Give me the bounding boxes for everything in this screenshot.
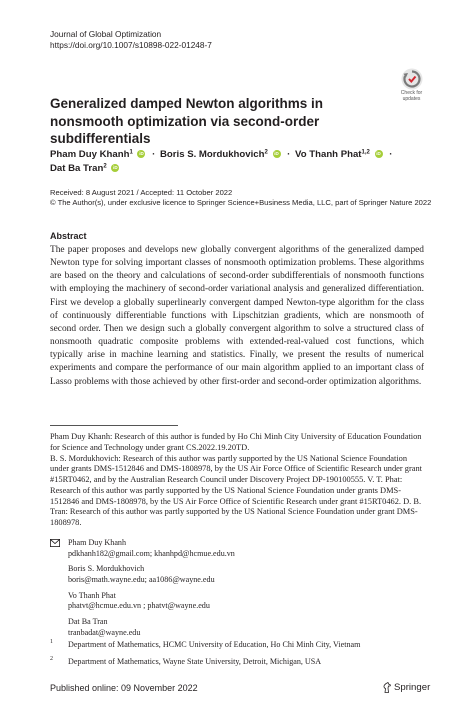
affiliation-item <box>50 640 424 651</box>
author-name[interactable]: Dat Ba Tran <box>50 163 104 174</box>
journal-name: Journal of Global Optimization <box>50 29 162 39</box>
author-name[interactable]: Boris S. Mordukhovich <box>160 149 265 160</box>
footnote-divider <box>50 425 178 426</box>
orcid-icon[interactable]: iD <box>113 165 118 170</box>
affiliation-text: Department of Mathematics, Wayne State University, Detroit, Michigan, USA <box>68 656 322 666</box>
funding-notes <box>50 432 424 529</box>
article-dates <box>50 188 431 209</box>
paper-title: Generalized damped Newton algorithms in nonsmooth optimization via second-order subdifferentials <box>50 96 324 146</box>
author-affil-sup: 1,2 <box>361 149 370 156</box>
badge-line2: updates <box>402 95 421 102</box>
author-separator: · <box>152 149 156 160</box>
journal-header <box>50 29 212 51</box>
contact-entry <box>50 538 424 559</box>
publisher-name: Springer <box>394 682 431 693</box>
author-name[interactable]: Vo Thanh Phat <box>295 149 362 160</box>
author-list <box>50 148 410 176</box>
author-affil-sup: 1 <box>129 149 133 156</box>
affiliation-text: Department of Mathematics, HCMC University of Education, Ho Chi Minh City, Vietnam <box>68 640 361 649</box>
affiliation-number: 2 <box>50 655 53 662</box>
doi-link[interactable]: https://doi.org/10.1007/s10898-022-01248-7 <box>50 40 212 50</box>
received-accepted: Received: 8 August 2021 / Accepted: 11 October 2022 <box>50 188 233 197</box>
author-separator: · <box>287 149 291 160</box>
contact-entry <box>50 591 424 612</box>
check-for-updates-icon <box>401 68 423 90</box>
copyright-line: © The Author(s), under exclusive licence to Springer Science+Business Media, LLC, part of Springer Nature 2022 <box>50 198 432 208</box>
abstract-heading: Abstract <box>50 231 87 241</box>
abstract-text: The paper proposes and develops new globally convergent algorithms of the generalized damped Newton type for solving important classes of nonsmooth optimization problems. These algorithms are based on the theory and calculations of second-order subdifferentials of nonsmooth functions with employing the machinery of second-order variational analysis and generalized differentiation. First we develop a globally superlinearly convergent damped Newton-type algorithm for the class of continuously differentiable functions with Lipschitzian gradients, which are nonsmooth of second order. Then we design such a globally convergent algorithm to solve a structured class of nonsmooth quadratic composite problems with extended-real-valued cost functions, which typically arise in machine learning and statistics. Finally, we present the results of numerical experiments and compare the performance of our main algorithm applied to an important class of Lasso problems with those achieved by other first-order and second-order optimization algorithms. <box>50 245 424 387</box>
contact-name: Vo Thanh Phat <box>68 590 116 600</box>
affiliation-number: 1 <box>50 639 53 645</box>
funding-note: B. S. Mordukhovich: Research of this author was partly supported by the US National Science Foundation under grants DMS-1512846 and DMS-1808978, by the US Air Force Office of Scientific Research under grant #15RT0462, and by the Australian Research Council under Discovery Project DP-190100555. V. T. Phat: Research of this author was partly supported by the US National Science Foundation under grants DMS-1512846 and DMS-1808978, by the US Air Force Office of Scientific Research under grant #15RT0462. D. B. Tran: Research of this author was partly supported by the US National Science Foundation under grant DMS-1808978. <box>50 453 422 527</box>
author-name[interactable]: Pham Duy Khanh <box>50 149 130 160</box>
orcid-icon[interactable]: iD <box>139 151 144 156</box>
author-affil-sup: 2 <box>264 149 268 156</box>
contact-email[interactable]: phatvt@hcmue.edu.vn ; phatvt@wayne.edu <box>68 601 210 611</box>
badge-line1: Check for <box>400 90 423 96</box>
contact-email[interactable]: boris@math.wayne.edu; aa1086@wayne.edu <box>68 574 215 584</box>
contact-name: Boris S. Mordukhovich <box>68 564 145 574</box>
orcid-icon[interactable]: iD <box>274 151 279 156</box>
contact-entry <box>50 617 424 638</box>
orcid-icon[interactable]: iD <box>376 151 381 156</box>
contact-email[interactable]: pdkhanh182@gmail.com; khanhpd@hcmue.edu.vn <box>68 548 235 558</box>
author-contacts <box>50 538 424 644</box>
contact-email[interactable]: tranbadat@wayne.edu <box>68 627 141 637</box>
springer-logo[interactable] <box>382 682 430 693</box>
check-for-updates-badge[interactable] <box>395 68 428 102</box>
springer-horse-icon <box>382 682 392 693</box>
envelope-icon <box>50 539 60 547</box>
contact-entry <box>50 564 424 585</box>
affiliations <box>50 640 424 673</box>
contact-name: Pham Duy Khanh <box>68 538 126 547</box>
published-online: Published online: 09 November 2022 <box>50 683 198 693</box>
author-affil-sup: 2 <box>103 163 107 170</box>
contact-name: Dat Ba Tran <box>68 617 108 627</box>
affiliation-item <box>50 657 424 668</box>
author-separator: · <box>389 149 393 160</box>
funding-note: Pham Duy Khanh: Research of this author is funded by Ho Chi Minh City University of Education Foundation for Science and Technology under grant CS.2022.19.20TD. <box>50 432 422 452</box>
